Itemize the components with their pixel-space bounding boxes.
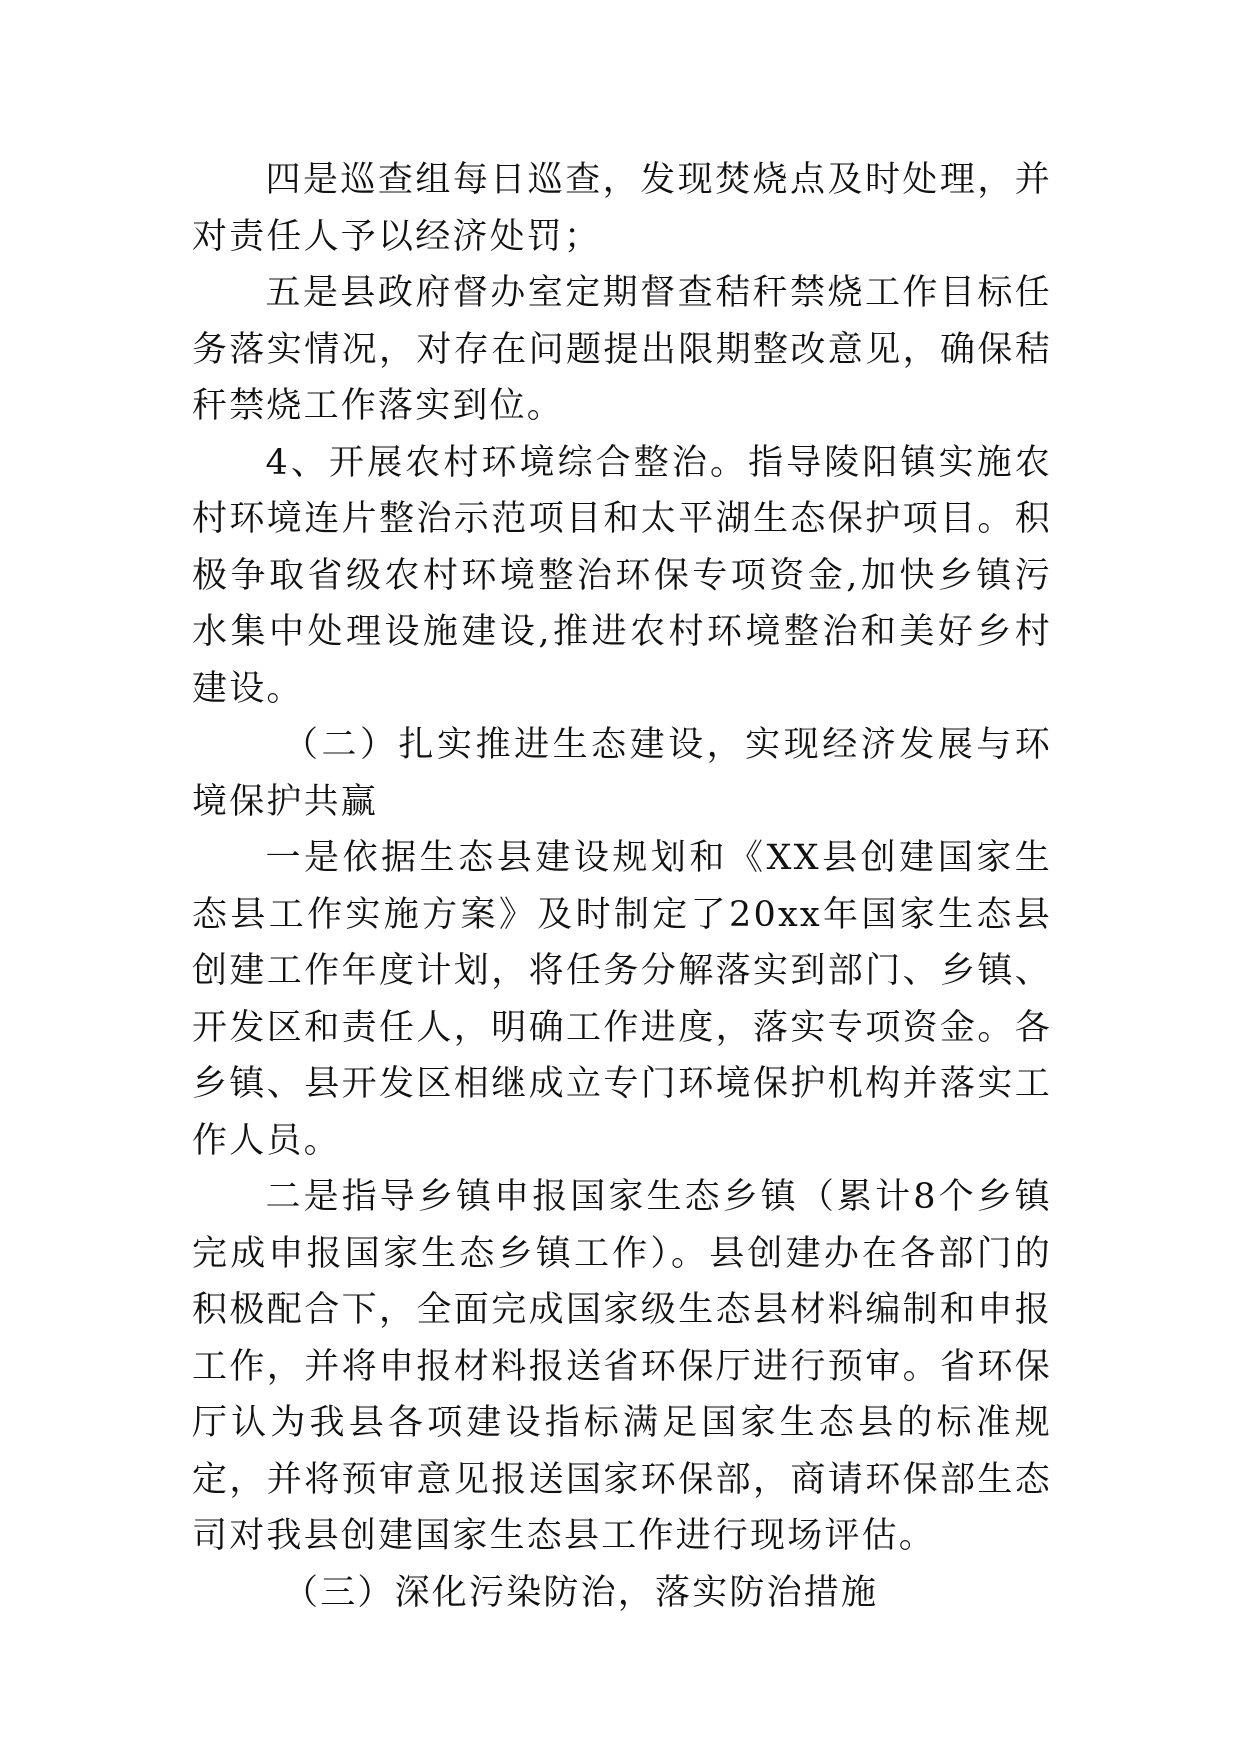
paragraph-rural-environment: 4、开展农村环境综合整治。指导陵阳镇实施农村环境连片整治示范项目和太平湖生态保护项目。积极争取省级农村环境整治环保专项资金,加快乡镇污水集中处理设施建设,推进农村环境整治和美好乡村建设。 [192,442,1052,709]
section-heading-pollution-control: （三）深化污染防治，落实防治措施 [283,1572,879,1613]
paragraph-ecological-towns: 二是指导乡镇申报国家生态乡镇（累计8个乡镇完成申报国家生态乡镇工作）。县创建办在各部门的积极配合下，全面完成国家级生态县材料编制和申报工作，并将申报材料报送省环保厅进行预审。省环保厅认为我县各项建设指标满足国家生态县的标准规定，并将预审意见报送国家环保部，商请环保部生态司对我县创建国家生态县工作进行现场评估。 [192,1177,1052,1556]
document-body [192,152,1052,1621]
paragraph-inspection: 四是巡查组每日巡查，发现焚烧点及时处理，并对责任人予以经济处罚； [192,160,1052,257]
paragraph-supervision: 五是县政府督办室定期督查秸秆禁烧工作目标任务落实情况，对存在问题提出限期整改意见，确保秸秆禁烧工作落实到位。 [192,273,1052,426]
section-heading-ecological-construction: （二）扎实推进生态建设，实现经济发展与环境保护共赢 [192,725,1052,822]
paragraph-ecological-plan: 一是依据生态县建设规划和《XX县创建国家生态县工作实施方案》及时制定了20xx年国家生态县创建工作年度计划，将任务分解落实到部门、乡镇、开发区和责任人，明确工作进度，落实专项资金。各乡镇、县开发区相继成立专门环境保护机构并落实工作人员。 [192,838,1052,1161]
